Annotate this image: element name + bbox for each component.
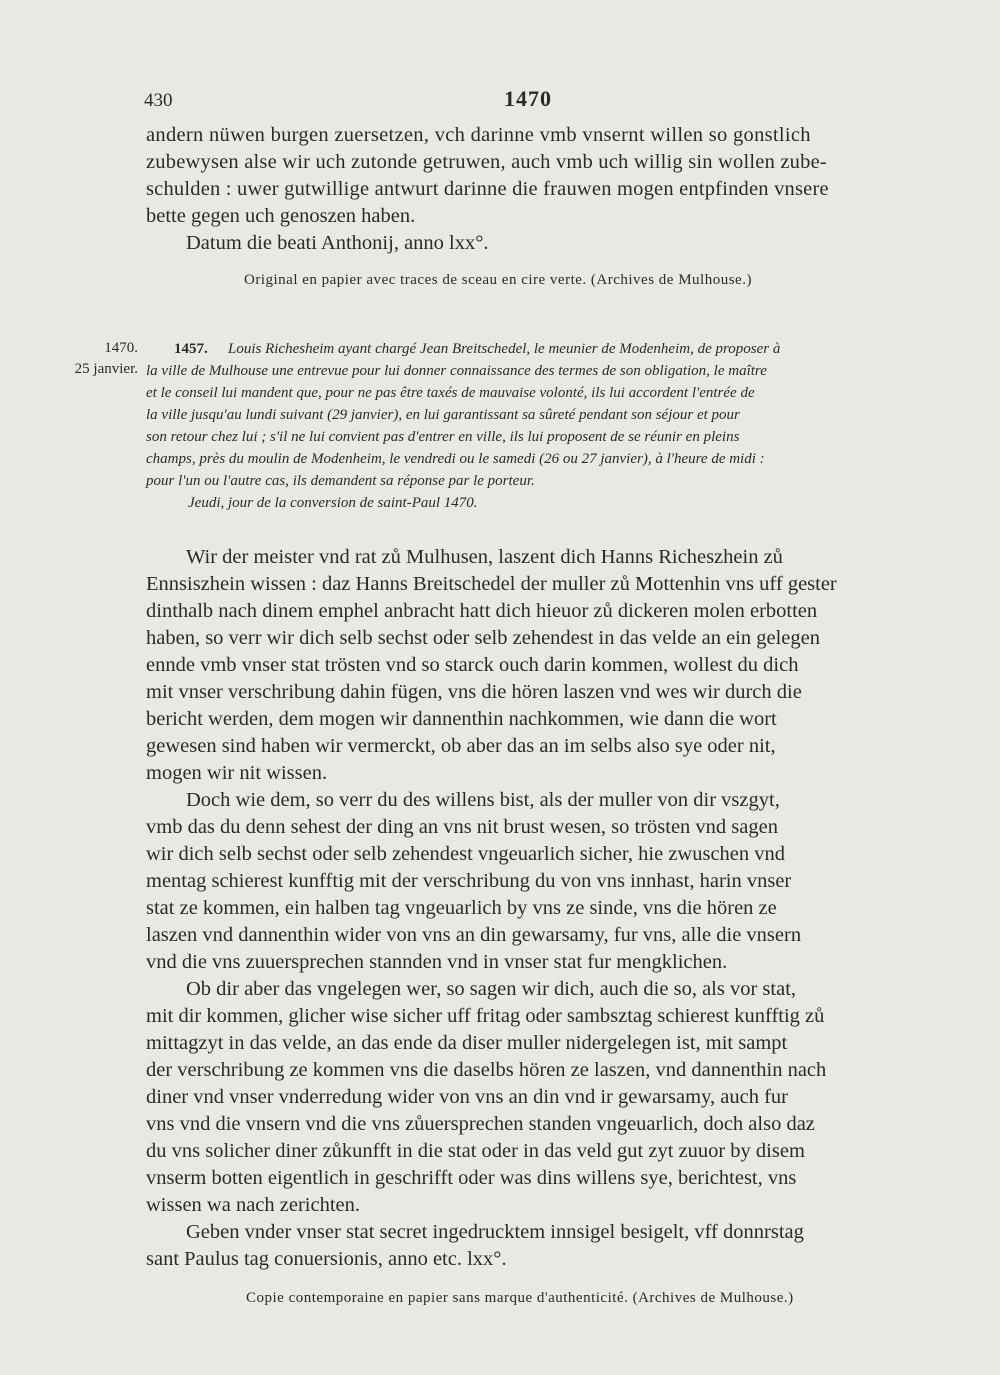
body-line: mittagzyt in das velde, an das ende da diser muller nidergelegen ist, mit sampt — [146, 1032, 788, 1054]
body-line: Ennsiszhein wissen : daz Hanns Breitschedel der muller zů Mottenhin vns uff gester — [146, 573, 837, 595]
body-line: Wir der meister vnd rat zů Mulhusen, laszent dich Hanns Richeszhein zů — [186, 546, 783, 568]
body-line: Geben vnder vnser stat secret ingedrucktem innsigel besigelt, vff donnrstag — [186, 1221, 804, 1243]
body-line: vnd die vns zuuersprechen stannden vnd in vnser stat fur mengklichen. — [146, 951, 728, 973]
datum-line: Datum die beati Anthonij, anno lxx°. — [186, 232, 489, 254]
body-line: vmb das du denn sehest der ding an vns nit brust wesen, so trösten vnd sagen — [146, 816, 778, 838]
body-line: Ob dir aber das vngelegen wer, so sagen wir dich, auch die so, als vor stat, — [186, 978, 797, 1000]
body-line: der verschribung ze kommen vns die daselbs hören ze laszen, vnd dannenthin nach — [146, 1059, 827, 1081]
text-line: bette gegen uch genoszen haben. — [146, 205, 416, 227]
body-line: sant Paulus tag conuersionis, anno etc. lxx°. — [146, 1248, 507, 1270]
body-line: du vns solicher diner zůkunfft in die stat oder in das veld gut zyt zuuor by disem — [146, 1140, 805, 1162]
margin-year: 1470. — [104, 340, 138, 356]
regest-line: la ville jusqu'au lundi suivant (29 janvier), en lui garantissant sa sûreté pendant son séjour et pour — [146, 407, 740, 423]
source-note: Copie contemporaine en papier sans marque d'authenticité. (Archives de Mulhouse.) — [246, 1290, 794, 1306]
body-line: haben, so verr wir dich selb sechst oder selb zehendest in das velde an ein gelegen — [146, 627, 820, 649]
body-line: mit vnser verschribung dahin fügen, vns die hören laszen vnd wes wir durch die — [146, 681, 802, 703]
text-line: zubewysen alse wir uch zutonde getruwen, auch vmb uch willig sin wollen zube- — [146, 151, 827, 173]
body-line: dinthalb nach dinem emphel anbracht hatt dich hieuor zů dickeren molen erbotten — [146, 600, 818, 622]
regest-line: et le conseil lui mandent que, pour ne pas être taxés de mauvaise volonté, ils lui accordent l'entrée de — [146, 385, 755, 401]
body-line: mogen wir nit wissen. — [146, 762, 328, 784]
regest-line: Louis Richesheim ayant chargé Jean Breitschedel, le meunier de Modenheim, de proposer à — [228, 341, 781, 357]
margin-date: 25 janvier. — [74, 361, 138, 377]
source-note: Original en papier avec traces de sceau en cire verte. (Archives de Mulhouse.) — [244, 272, 752, 288]
page-number: 430 — [144, 90, 173, 111]
body-line: ennde vmb vnser stat trösten vnd so starck ouch darin kommen, wollest du dich — [146, 654, 799, 676]
text-line: schulden : uwer gutwillige antwurt darinne die frauwen mogen entpfinden vnsere — [146, 178, 829, 200]
body-line: vnserm botten eigentlich in geschrifft oder was dins willens sye, berichtest, vns — [146, 1167, 797, 1189]
running-year: 1470 — [504, 86, 552, 111]
body-line: wir dich selb sechst oder selb zehendest vngeuarlich sicher, hie zwuschen vnd — [146, 843, 786, 865]
body-line: mit dir kommen, glicher wise sicher uff fritag oder sambsztag schierest kunfftig zů — [146, 1005, 825, 1027]
regest-line: son retour chez lui ; s'il ne lui convient pas d'entrer en ville, ils lui proposent de se réunir en pleins — [146, 429, 740, 445]
text-line: andern nüwen burgen zuersetzen, vch darinne vmb vnsernt willen so gonstlich — [146, 124, 811, 146]
body-line: diner vnd vnser vnderredung wider von vns an din vnd ir gewarsamy, auch fur — [146, 1086, 788, 1108]
body-line: Doch wie dem, so verr du des willens bist, als der muller von dir vszgyt, — [186, 789, 780, 811]
body-line: wissen wa nach zerichten. — [146, 1194, 361, 1216]
body-line: gewesen sind haben wir vermerckt, ob aber das an im selbs also sye oder nit, — [146, 735, 776, 757]
body-line: stat ze kommen, ein halben tag vngeuarlich by vns ze sinde, vns die hören ze — [146, 897, 777, 919]
regest-line: champs, près du moulin de Modenheim, le vendredi ou le samedi (26 ou 27 janvier), à l'heure de midi : — [146, 451, 765, 467]
regest-date-line: Jeudi, jour de la conversion de saint-Paul 1470. — [188, 495, 478, 511]
regest-line: pour l'un ou l'autre cas, ils demandent sa réponse par le porteur. — [146, 473, 535, 489]
body-line: mentag schierest kunfftig mit der verschribung du von vns innhast, harin vnser — [146, 870, 792, 892]
regest-number: 1457. — [174, 341, 208, 357]
regest-line: la ville de Mulhouse une entrevue pour lui donner connaissance des termes de son obligation, le maître — [146, 363, 767, 379]
body-line: bericht werden, dem mogen wir dannenthin nachkommen, wie dann die wort — [146, 708, 777, 730]
body-line: vns vnd die vnsern vnd die vns zůuersprechen standen vngeuarlich, doch also daz — [146, 1113, 815, 1135]
body-line: laszen vnd dannenthin wider von vns an din gewarsamy, fur vns, alle die vnsern — [146, 924, 802, 946]
